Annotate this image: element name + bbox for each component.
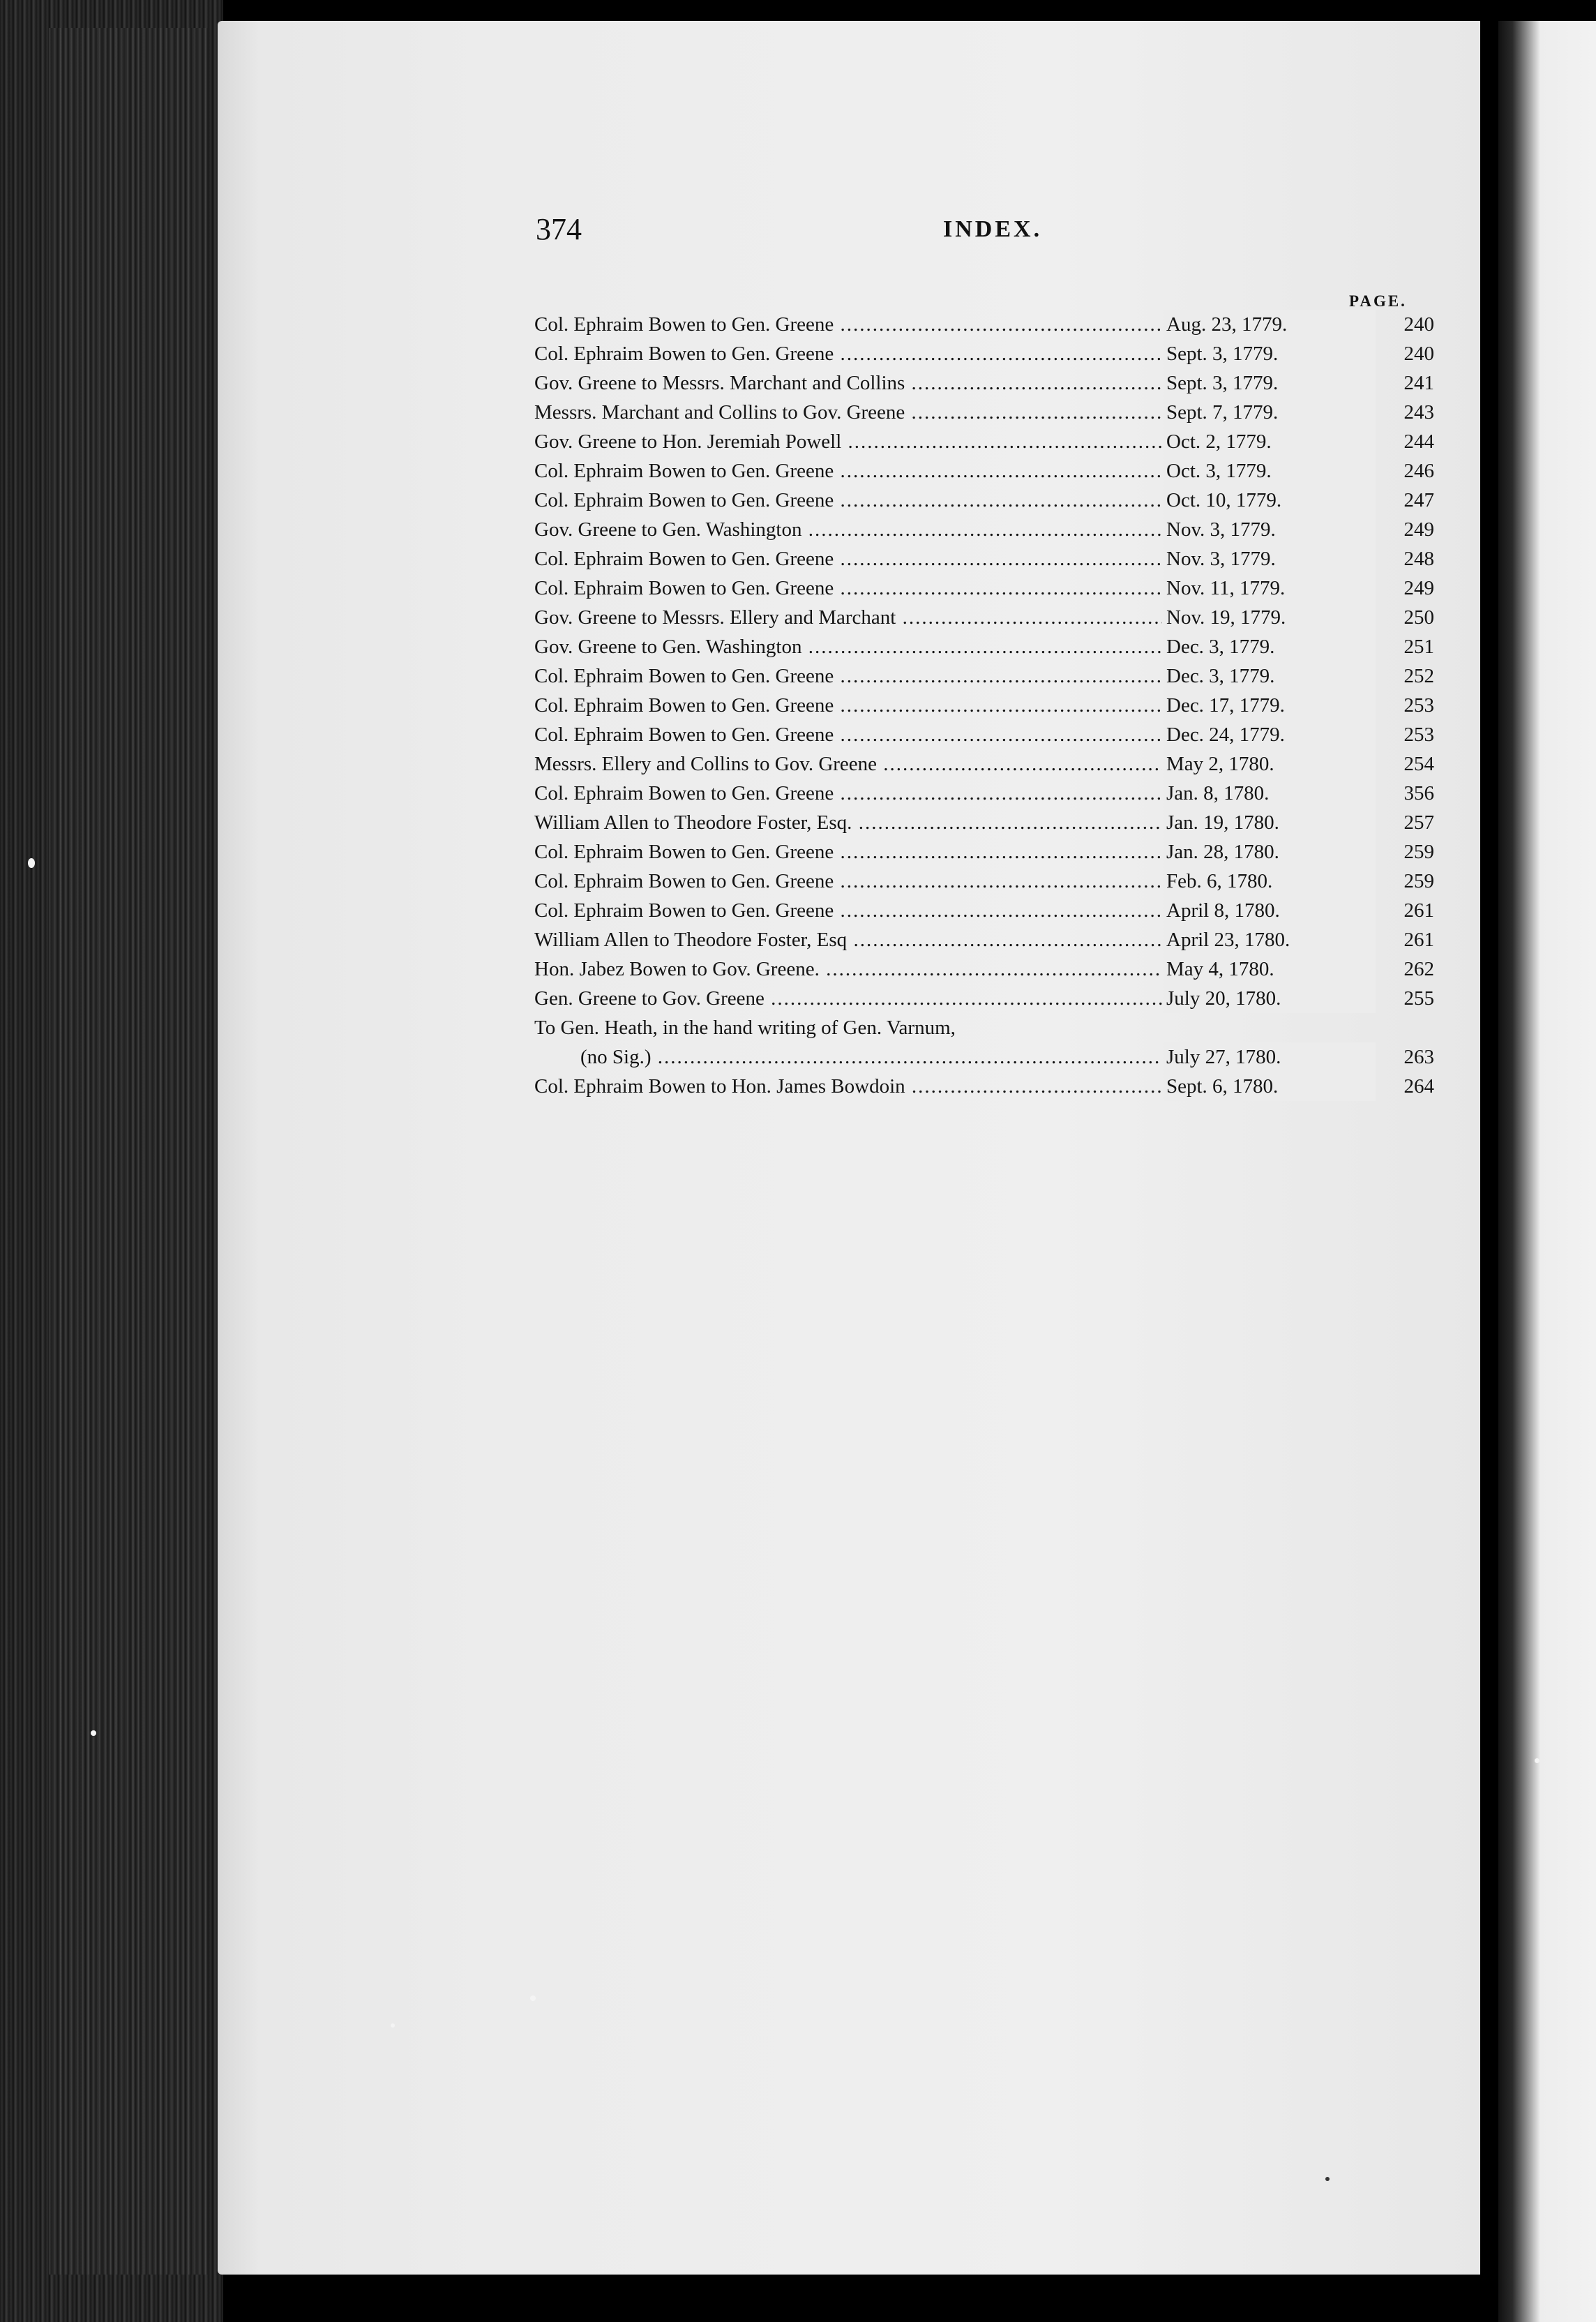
entry-title: To Gen. Heath, in the hand writing of Gen. Varnum, xyxy=(534,1017,956,1039)
index-entry xyxy=(534,310,1434,339)
entry-title: William Allen to Theodore Foster, Esq ..... xyxy=(534,925,1162,954)
entry-page: 241 xyxy=(1403,372,1434,394)
entry-date: Nov. 3, 1779. xyxy=(1162,515,1376,544)
entry-page: 259 xyxy=(1403,870,1434,892)
entry-page: 247 xyxy=(1403,489,1434,511)
entry-title: Col. Ephraim Bowen to Gen. Greene ..... xyxy=(534,691,1162,720)
scan-speck xyxy=(1325,2177,1330,2181)
entry-date: July 20, 1780. xyxy=(1162,984,1376,1013)
entry-page: 257 xyxy=(1403,811,1434,834)
entry-date: Sept. 6, 1780. xyxy=(1162,1072,1376,1101)
index-entry xyxy=(534,1072,1434,1101)
scan-speck xyxy=(28,858,35,868)
entry-date: Oct. 2, 1779. xyxy=(1162,427,1376,456)
entry-date: April 23, 1780. xyxy=(1162,925,1376,954)
entry-title: Col. Ephraim Bowen to Gen. Greene ..... xyxy=(534,486,1162,515)
entry-date: May 2, 1780. xyxy=(1162,749,1376,779)
entry-date: May 4, 1780. xyxy=(1162,954,1376,984)
entry-date: Dec. 24, 1779. xyxy=(1162,720,1376,749)
index-entry xyxy=(534,1013,1434,1042)
entry-title: Gov. Greene to Gen. Washington ..... xyxy=(534,632,1162,661)
index-entry xyxy=(534,632,1434,661)
entry-date: Jan. 28, 1780. xyxy=(1162,837,1376,867)
entry-page: 250 xyxy=(1403,606,1434,629)
index-entries xyxy=(534,310,1434,1101)
index-entry xyxy=(534,925,1434,954)
entry-page: 259 xyxy=(1403,841,1434,863)
entry-date: Jan. 8, 1780. xyxy=(1162,779,1376,808)
index-entry-continuation xyxy=(534,1042,1434,1072)
entry-page: 261 xyxy=(1403,929,1434,951)
entry-title: (no Sig.) ..... xyxy=(534,1042,1162,1072)
entry-title: Col. Ephraim Bowen to Gen. Greene ..... xyxy=(534,310,1162,339)
entry-title: Col. Ephraim Bowen to Gen. Greene ..... xyxy=(534,837,1162,867)
entry-title: William Allen to Theodore Foster, Esq. ..... xyxy=(534,808,1162,837)
index-entry xyxy=(534,368,1434,398)
entry-title: Gen. Greene to Gov. Greene ..... xyxy=(534,984,1162,1013)
entry-page: 254 xyxy=(1403,753,1434,775)
entry-date: July 27, 1780. xyxy=(1162,1042,1376,1072)
entry-date: Sept. 7, 1779. xyxy=(1162,398,1376,427)
entry-page: 252 xyxy=(1403,665,1434,687)
entry-title: Col. Ephraim Bowen to Gen. Greene ..... xyxy=(534,661,1162,691)
entry-page: 246 xyxy=(1403,460,1434,482)
entry-date: Nov. 19, 1779. xyxy=(1162,603,1376,632)
scan-speck xyxy=(530,1995,536,2001)
index-entry xyxy=(534,691,1434,720)
index-entry xyxy=(534,661,1434,691)
entry-page: 253 xyxy=(1403,724,1434,746)
entry-title: Col. Ephraim Bowen to Gen. Greene ..... xyxy=(534,779,1162,808)
entry-page: 261 xyxy=(1403,899,1434,922)
entry-page: 253 xyxy=(1403,694,1434,717)
entry-page: 249 xyxy=(1403,518,1434,541)
index-entry xyxy=(534,398,1434,427)
entry-date: Feb. 6, 1780. xyxy=(1162,867,1376,896)
index-entry xyxy=(534,896,1434,925)
scan-speck xyxy=(1535,1758,1539,1763)
running-head: INDEX. xyxy=(943,216,1043,242)
entry-page: 243 xyxy=(1403,401,1434,424)
entry-title: Gov. Greene to Messrs. Marchant and Collins ..... xyxy=(534,368,1162,398)
index-entry xyxy=(534,456,1434,486)
facing-page-edge xyxy=(1498,21,1596,2322)
index-entry xyxy=(534,574,1434,603)
entry-page: 255 xyxy=(1403,987,1434,1010)
entry-title: Col. Ephraim Bowen to Gen. Greene ..... xyxy=(534,720,1162,749)
entry-title: Messrs. Ellery and Collins to Gov. Greene ..... xyxy=(534,749,1162,779)
entry-page: 249 xyxy=(1403,577,1434,599)
index-entry xyxy=(534,837,1434,867)
entry-title: Col. Ephraim Bowen to Hon. James Bowdoin ..... xyxy=(534,1072,1162,1101)
page-column-label: PAGE. xyxy=(1349,292,1407,310)
index-entry xyxy=(534,515,1434,544)
entry-date: Sept. 3, 1779. xyxy=(1162,368,1376,398)
entry-title: Gov. Greene to Messrs. Ellery and Marchant ..... xyxy=(534,603,1162,632)
entry-title: Col. Ephraim Bowen to Gen. Greene ..... xyxy=(534,867,1162,896)
index-entry xyxy=(534,867,1434,896)
entry-date: Aug. 23, 1779. xyxy=(1162,310,1376,339)
index-entry xyxy=(534,427,1434,456)
entry-page: 356 xyxy=(1403,782,1434,804)
index-entry xyxy=(534,720,1434,749)
entry-date: Dec. 3, 1779. xyxy=(1162,632,1376,661)
entry-date: Sept. 3, 1779. xyxy=(1162,339,1376,368)
entry-date: Oct. 10, 1779. xyxy=(1162,486,1376,515)
index-entry xyxy=(534,544,1434,574)
entry-title: Col. Ephraim Bowen to Gen. Greene ..... xyxy=(534,456,1162,486)
entry-title: Gov. Greene to Hon. Jeremiah Powell ..... xyxy=(534,427,1162,456)
entry-page: 251 xyxy=(1403,636,1434,658)
page-number: 374 xyxy=(536,212,582,246)
entry-page: 248 xyxy=(1403,548,1434,570)
entry-title: Col. Ephraim Bowen to Gen. Greene ..... xyxy=(534,544,1162,574)
entry-date: Nov. 3, 1779. xyxy=(1162,544,1376,574)
entry-date: Nov. 11, 1779. xyxy=(1162,574,1376,603)
index-entry xyxy=(534,603,1434,632)
entry-title: Col. Ephraim Bowen to Gen. Greene ..... xyxy=(534,339,1162,368)
entry-date: Oct. 3, 1779. xyxy=(1162,456,1376,486)
entry-title: Col. Ephraim Bowen to Gen. Greene ..... xyxy=(534,896,1162,925)
entry-title: Hon. Jabez Bowen to Gov. Greene. ..... xyxy=(534,954,1162,984)
index-entry xyxy=(534,954,1434,984)
entry-page: 262 xyxy=(1403,958,1434,980)
index-entry xyxy=(534,339,1434,368)
index-entry xyxy=(534,984,1434,1013)
entry-date: Jan. 19, 1780. xyxy=(1162,808,1376,837)
entry-page: 240 xyxy=(1403,343,1434,365)
scan-speck xyxy=(391,2023,395,2028)
entry-page: 264 xyxy=(1403,1075,1434,1098)
index-entry xyxy=(534,779,1434,808)
entry-page: 240 xyxy=(1403,313,1434,336)
entry-date: April 8, 1780. xyxy=(1162,896,1376,925)
entry-title: Gov. Greene to Gen. Washington ..... xyxy=(534,515,1162,544)
entry-title: Messrs. Marchant and Collins to Gov. Greene ..... xyxy=(534,398,1162,427)
index-entry xyxy=(534,749,1434,779)
book-spine-edge xyxy=(0,0,223,2322)
scan-speck xyxy=(91,1730,96,1736)
entry-title: Col. Ephraim Bowen to Gen. Greene ..... xyxy=(534,574,1162,603)
index-entry xyxy=(534,808,1434,837)
entry-page: 263 xyxy=(1403,1046,1434,1068)
entry-page: 244 xyxy=(1403,430,1434,453)
index-entry xyxy=(534,486,1434,515)
entry-date: Dec. 3, 1779. xyxy=(1162,661,1376,691)
entry-date: Dec. 17, 1779. xyxy=(1162,691,1376,720)
